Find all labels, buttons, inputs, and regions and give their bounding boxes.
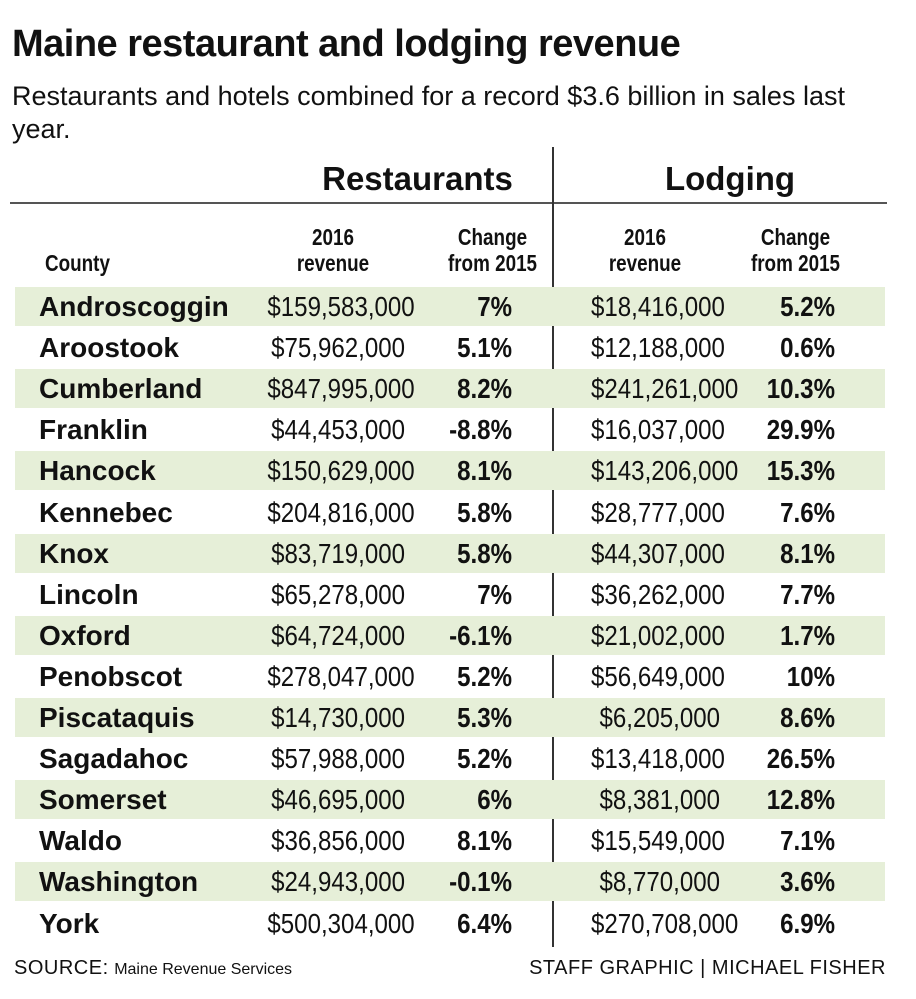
table-row <box>15 410 885 449</box>
column-header-line: from 2015 <box>750 250 841 276</box>
column-header-line: revenue <box>608 250 682 276</box>
restaurant-revenue-cell: $14,730,000 <box>271 702 405 733</box>
column-header-lodging-change <box>740 224 851 276</box>
restaurant-revenue-cell: $159,583,000 <box>267 291 415 322</box>
lodging-change-cell: 5.2% <box>780 291 835 322</box>
restaurant-revenue-cell: $204,816,000 <box>267 497 415 528</box>
lodging-revenue-cell: $21,002,000 <box>591 620 725 651</box>
restaurant-change-cell: -0.1% <box>449 866 512 897</box>
lodging-revenue-cell: $36,262,000 <box>591 579 725 610</box>
lodging-revenue-cell: $28,777,000 <box>591 497 725 528</box>
restaurant-change-cell: 5.1% <box>457 332 512 363</box>
lodging-revenue-cell: $16,037,000 <box>591 414 725 445</box>
restaurant-revenue-cell: $83,719,000 <box>271 538 405 569</box>
county-cell: Washington <box>39 866 199 897</box>
credit-line: STAFF GRAPHIC | MICHAEL FISHER <box>529 957 886 979</box>
county-cell: Aroostook <box>39 332 179 363</box>
restaurant-change-cell: 8.2% <box>457 373 512 404</box>
restaurant-change-cell: 6% <box>477 784 512 815</box>
table-row <box>15 657 885 696</box>
lodging-change-cell: 26.5% <box>766 743 835 774</box>
restaurant-change-cell: 5.8% <box>457 538 512 569</box>
lodging-change-cell: 12.8% <box>766 784 835 815</box>
table-row <box>15 493 885 532</box>
column-header-line: 2016 <box>312 224 354 250</box>
group-header-lodging: Lodging <box>664 160 796 197</box>
restaurant-change-cell: 5.2% <box>457 661 512 692</box>
lodging-change-cell: 1.7% <box>780 620 835 651</box>
county-cell: Knox <box>39 538 109 569</box>
restaurant-change-cell: 5.8% <box>457 497 512 528</box>
county-cell: Waldo <box>39 825 122 856</box>
restaurant-change-cell: -8.8% <box>449 414 512 445</box>
restaurant-revenue-cell: $278,047,000 <box>267 661 415 692</box>
group-header-restaurants: Restaurants <box>322 160 513 197</box>
source-text: Maine Revenue Services <box>114 961 293 978</box>
restaurant-revenue-cell: $150,629,000 <box>267 455 415 486</box>
source-note <box>14 956 292 982</box>
county-cell: York <box>39 908 100 939</box>
lodging-revenue-cell: $8,770,000 <box>599 866 720 897</box>
lodging-change-cell: 7.6% <box>780 497 835 528</box>
header-rule <box>10 202 887 204</box>
lodging-change-cell: 15.3% <box>766 455 835 486</box>
lodging-revenue-cell: $13,418,000 <box>591 743 725 774</box>
lodging-change-cell: 10.3% <box>766 373 835 404</box>
county-cell: Somerset <box>39 784 167 815</box>
lodging-revenue-cell: $18,416,000 <box>591 291 725 322</box>
column-header-line: Change <box>457 224 528 250</box>
column-header-line: from 2015 <box>447 250 538 276</box>
column-header-county-label: County <box>45 250 110 276</box>
restaurant-revenue-cell: $500,304,000 <box>267 908 415 939</box>
restaurant-revenue-cell: $65,278,000 <box>271 579 405 610</box>
source-label: SOURCE: <box>14 957 109 979</box>
lodging-revenue-cell: $8,381,000 <box>599 784 720 815</box>
restaurant-revenue-cell: $75,962,000 <box>271 332 405 363</box>
column-header-county <box>45 250 110 276</box>
restaurant-change-cell: 5.2% <box>457 743 512 774</box>
county-cell: Piscataquis <box>39 702 195 733</box>
lodging-change-cell: 29.9% <box>766 414 835 445</box>
lodging-revenue-cell: $143,206,000 <box>591 455 739 486</box>
column-header-line: 2016 <box>624 224 666 250</box>
restaurant-change-cell: 6.4% <box>457 908 512 939</box>
table-row <box>15 862 885 901</box>
column-header-line: Change <box>760 224 831 250</box>
table-row <box>15 328 885 367</box>
county-cell: Penobscot <box>39 661 183 692</box>
county-cell: Androscoggin <box>39 291 229 322</box>
table-row <box>15 616 885 655</box>
table-row <box>15 287 885 326</box>
lodging-revenue-cell: $15,549,000 <box>591 825 725 856</box>
column-header-restaurant-revenue <box>276 224 391 276</box>
table-row <box>15 698 885 737</box>
table-row <box>15 451 885 490</box>
table-row <box>15 575 885 614</box>
restaurant-revenue-cell: $46,695,000 <box>271 784 405 815</box>
restaurant-revenue-cell: $57,988,000 <box>271 743 405 774</box>
lodging-change-cell: 10% <box>786 661 835 692</box>
column-header-line: revenue <box>296 250 370 276</box>
restaurant-change-cell: 5.3% <box>457 702 512 733</box>
lodging-change-cell: 8.6% <box>780 702 835 733</box>
restaurant-change-cell: 7% <box>477 291 512 322</box>
restaurant-revenue-cell: $44,453,000 <box>271 414 405 445</box>
restaurant-revenue-cell: $24,943,000 <box>271 866 405 897</box>
county-cell: Sagadahoc <box>39 743 189 774</box>
column-header-lodging-revenue <box>588 224 703 276</box>
column-header-restaurant-change <box>437 224 548 276</box>
table-row <box>15 534 885 573</box>
lodging-revenue-cell: $12,188,000 <box>591 332 725 363</box>
table-row <box>15 821 885 860</box>
lodging-change-cell: 6.9% <box>780 908 835 939</box>
table-row <box>15 369 885 408</box>
county-cell: Cumberland <box>39 373 203 404</box>
county-cell: Hancock <box>39 455 156 486</box>
lodging-change-cell: 8.1% <box>780 538 835 569</box>
restaurant-change-cell: 8.1% <box>457 455 512 486</box>
restaurant-change-cell: -6.1% <box>449 620 512 651</box>
chart-subtitle: Restaurants and hotels combined for a record $3.6 billion in sales last year. <box>12 81 845 144</box>
county-cell: Franklin <box>39 414 148 445</box>
lodging-revenue-cell: $6,205,000 <box>599 702 720 733</box>
lodging-revenue-cell: $241,261,000 <box>591 373 739 404</box>
lodging-change-cell: 7.1% <box>780 825 835 856</box>
county-cell: Oxford <box>39 620 131 651</box>
restaurant-change-cell: 7% <box>477 579 512 610</box>
chart-title: Maine restaurant and lodging revenue <box>12 23 681 65</box>
table-row <box>15 739 885 778</box>
county-cell: Lincoln <box>39 579 139 610</box>
table-row <box>15 780 885 819</box>
restaurant-revenue-cell: $64,724,000 <box>271 620 405 651</box>
lodging-change-cell: 7.7% <box>780 579 835 610</box>
restaurant-change-cell: 8.1% <box>457 825 512 856</box>
lodging-change-cell: 0.6% <box>780 332 835 363</box>
restaurant-revenue-cell: $847,995,000 <box>267 373 415 404</box>
lodging-change-cell: 3.6% <box>780 866 835 897</box>
county-cell: Kennebec <box>39 497 173 528</box>
restaurant-revenue-cell: $36,856,000 <box>271 825 405 856</box>
lodging-revenue-cell: $270,708,000 <box>591 908 739 939</box>
lodging-revenue-cell: $56,649,000 <box>591 661 725 692</box>
table-row <box>15 904 885 943</box>
lodging-revenue-cell: $44,307,000 <box>591 538 725 569</box>
